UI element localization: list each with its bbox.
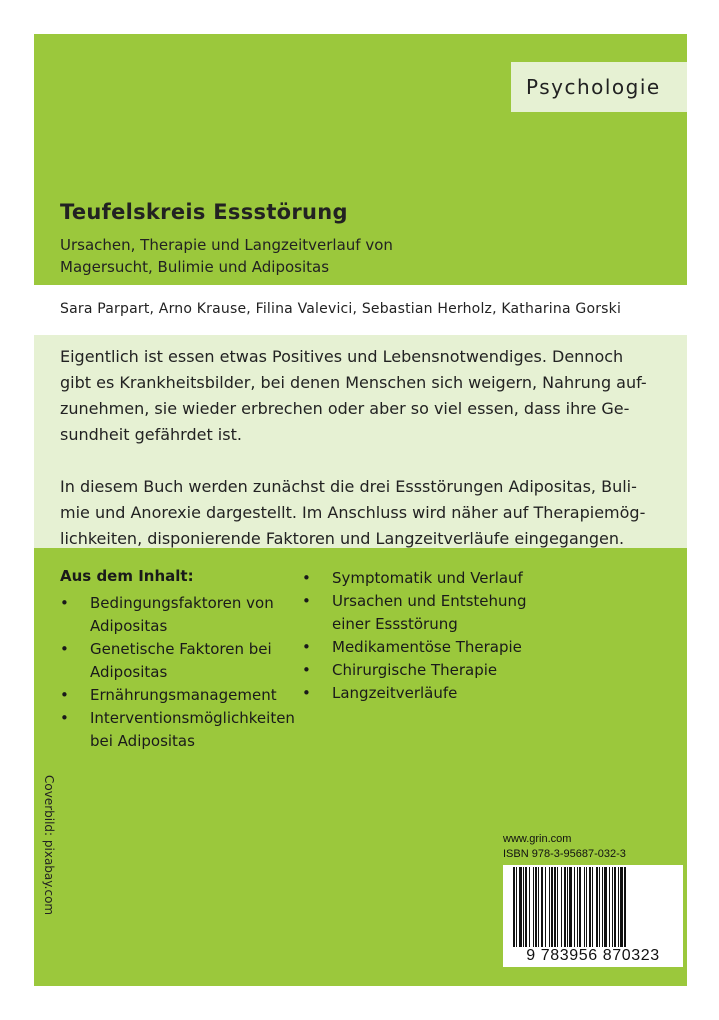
bullet-icon: • [60,594,69,612]
barcode-bar [533,867,534,947]
book-subtitle [60,234,393,278]
barcode-bar [609,867,610,947]
bullet-icon: • [302,569,311,587]
contents-heading: Aus dem Inhalt: [60,567,194,585]
barcode-bar [538,867,539,947]
barcode-bar [541,867,543,947]
barcode-bar [577,867,578,947]
list-item-line: Interventionsmöglichkeiten [90,709,295,727]
publisher-url: www.grin.com [503,833,572,845]
barcode-bar [516,867,517,947]
barcode-bar [589,867,591,947]
barcode-bars [503,865,683,949]
bullet-icon: • [60,640,69,658]
barcode-bar [618,867,619,947]
barcode-bar [554,867,556,947]
list-item [60,638,295,684]
barcode [503,865,683,967]
bullet-icon: • [302,684,311,702]
bullet-icon: • [60,686,69,704]
barcode-box [503,833,683,973]
contents-list-left [60,592,295,753]
list-item-line: Symptomatik und Verlauf [332,569,523,587]
bullet-icon: • [60,709,69,727]
barcode-bar [602,867,603,947]
blurb-line: Eigentlich ist essen etwas Positives und Lebensnotwendiges. Dennoch [60,347,624,366]
blurb-line: mie und Anorexie dargestellt. Im Anschluss wird näher auf Therapiemög- [60,503,646,522]
barcode-bar [614,867,616,947]
blurb-line: sundheit gefährdet ist. [60,425,242,444]
paragraph-gap [60,448,660,474]
blurb-line: zunehmen, sie wieder erbrechen oder aber so viel essen, dass ihre Ge- [60,399,630,418]
barcode-bar [584,867,585,947]
category-tab: Psychologie [511,62,687,112]
subtitle-line: Magersucht, Bulimie und Adipositas [60,258,330,276]
list-item-line: Bedingungsfaktoren von [90,594,274,612]
list-item [302,567,527,590]
barcode-bar [545,867,546,947]
authors: Sara Parpart, Arno Krause, Filina Valevici, Sebastian Herholz, Katharina Gorski [60,301,622,317]
list-item [302,636,527,659]
barcode-bar [612,867,613,947]
list-item-line: Langzeitverläufe [332,684,458,702]
contents-list-right [302,567,527,705]
barcode-bar [564,867,566,947]
barcode-bar [549,867,550,947]
barcode-bar [519,867,522,947]
list-item-line: Adipositas [90,663,168,681]
barcode-bar [535,867,537,947]
barcode-bar [561,867,562,947]
barcode-bar [579,867,581,947]
barcode-bar [529,867,530,947]
list-item [60,684,295,707]
list-item [302,659,527,682]
list-item-line: bei Adipositas [90,732,195,750]
bullet-icon: • [302,661,311,679]
list-item [60,592,295,638]
barcode-bar [624,867,626,947]
isbn-label: ISBN 978-3-95687-032-3 [503,848,626,860]
barcode-digits: 9 783956 870323 [526,947,660,964]
barcode-bar [523,867,524,947]
list-item-line: Chirurgische Therapie [332,661,498,679]
bullet-icon: • [302,638,311,656]
book-title: Teufelskreis Essstörung [60,200,348,224]
barcode-bar [557,867,558,947]
blurb-line: lichkeiten, disponierende Faktoren und Langzeitverläufe eingegangen. [60,529,625,548]
barcode-bar [551,867,553,947]
list-item-line: Genetische Faktoren bei [90,640,272,658]
barcode-bar [567,867,568,947]
barcode-bar [574,867,575,947]
list-item [302,682,527,705]
barcode-bar [525,867,527,947]
bullet-icon: • [302,592,311,610]
blurb-line: In diesem Buch werden zunächst die drei Essstörungen Adipositas, Buli- [60,477,637,496]
list-item [60,707,295,753]
barcode-bar [513,867,515,947]
list-item-line: Medikamentöse Therapie [332,638,522,656]
list-item-line: einer Essstörung [332,615,458,633]
subtitle-line: Ursachen, Therapie und Langzeitverlauf von [60,236,393,254]
list-item-line: Ursachen und Entstehung [332,592,527,610]
barcode-bar [620,867,623,947]
list-item-line: Ernährungsmanagement [90,686,277,704]
blurb-text [60,344,660,552]
barcode-bar [569,867,572,947]
list-item-line: Adipositas [90,617,168,635]
barcode-bar [586,867,587,947]
blurb-line: gibt es Krankheitsbilder, bei denen Menschen sich weigern, Nahrung auf- [60,373,647,392]
cover-credit: Coverbild: pixabay.com [42,775,56,916]
barcode-bar [599,867,600,947]
barcode-bar [596,867,598,947]
barcode-bar [592,867,593,947]
barcode-bar [604,867,607,947]
list-item [302,590,527,636]
